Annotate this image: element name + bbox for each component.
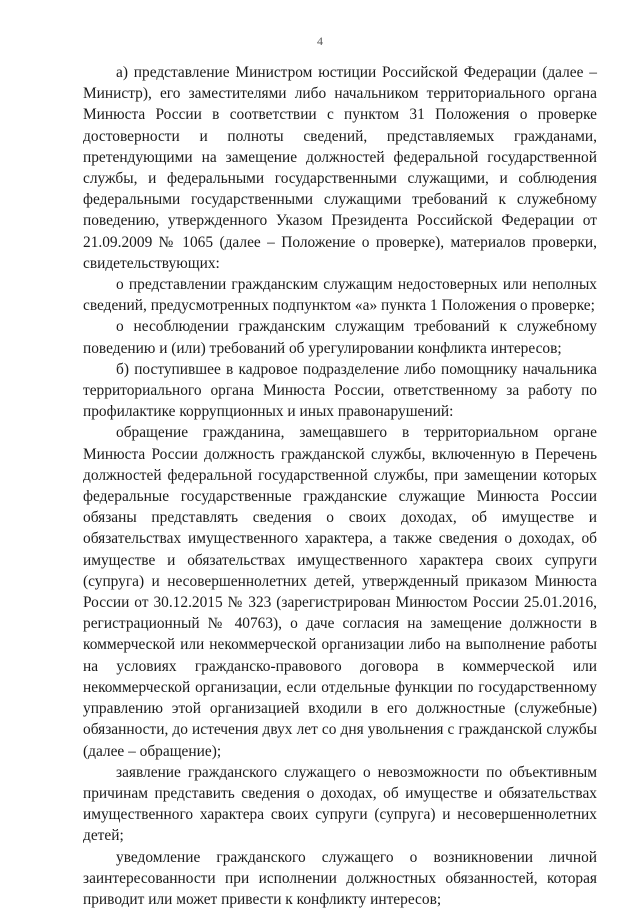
- paragraph-noncompliance: о несоблюдении гражданским служащим требований к служебному поведению и (или) требований об урегулировании конфликта интересов;: [83, 318, 597, 357]
- paragraph-unreliable-info: о представлении гражданским служащим недостоверных или неполных сведений, предусмотренных подпунктом «а» пункта 1 Положения о проверке;: [83, 276, 597, 315]
- paragraph-a-submission: а) представление Министром юстиции Российской Федерации (далее – Министр), его заместителями либо начальником территориального органа Минюста России в соответствии с пунктом 31 Положения о проверке достоверности и полноты сведений, представляемых гражданами, претендующими на замещение должностей федеральной государственной службы, и федеральными государственными служащими, и соблюдения федеральными государственными служащими требований к служебному поведению, утвержденного Указом Президента Российской Федерации от 21.09.2009 № 1065 (далее – Положение о проверке), материалов проверки, свидетельствующих:: [83, 64, 597, 272]
- paragraph-notification: уведомление гражданского служащего о возникновении личной заинтересованности при исполнении должностных обязанностей, которая приводит или может привести к конфликту интересов;: [83, 848, 597, 908]
- paragraph-appeal: обращение гражданина, замещавшего в территориальном органе Минюста России должность гражданской службы, включенную в Перечень должностей федеральной государственной службы, при замещении которых федеральные государственные гражданские служащие Минюста России обязаны представлять сведения о своих доходах, об имуществе и обязательствах имущественного характера, а также сведения о доходах, об имуществе и обязательствах имущественного характера своих супруги (супруга) и несовершеннолетних детей, утвержденный приказом Минюста России от 30.12.2015 № 323 (зарегистрирован Минюстом России 25.01.2016, регистрационный № 40763), о даче согласия на замещение должности в коммерческой или некоммерческой организации либо на выполнение работы на условиях гражданско-правового договора в коммерческой или некоммерческой организации, если отдельные функции по государственному управлению этой организацией входили в его должностные (служебные) обязанности, до истечения двух лет со дня увольнения с гражданской службы (далее – обращение);: [83, 424, 597, 760]
- paragraph-statement: заявление гражданского служащего о невозможности по объективным причинам представить сведения о доходах, об имуществе и обязательствах имущественного характера своих супруги (супруга) и несовершеннолетних детей;: [83, 763, 597, 845]
- paragraph-b-received: б) поступившее в кадровое подразделение либо помощнику начальника территориального органа Минюста России, ответственному за работу по профилактике коррупционных и иных правонарушений:: [83, 360, 597, 421]
- document-body: [83, 62, 597, 910]
- page-number: 4: [317, 34, 323, 48]
